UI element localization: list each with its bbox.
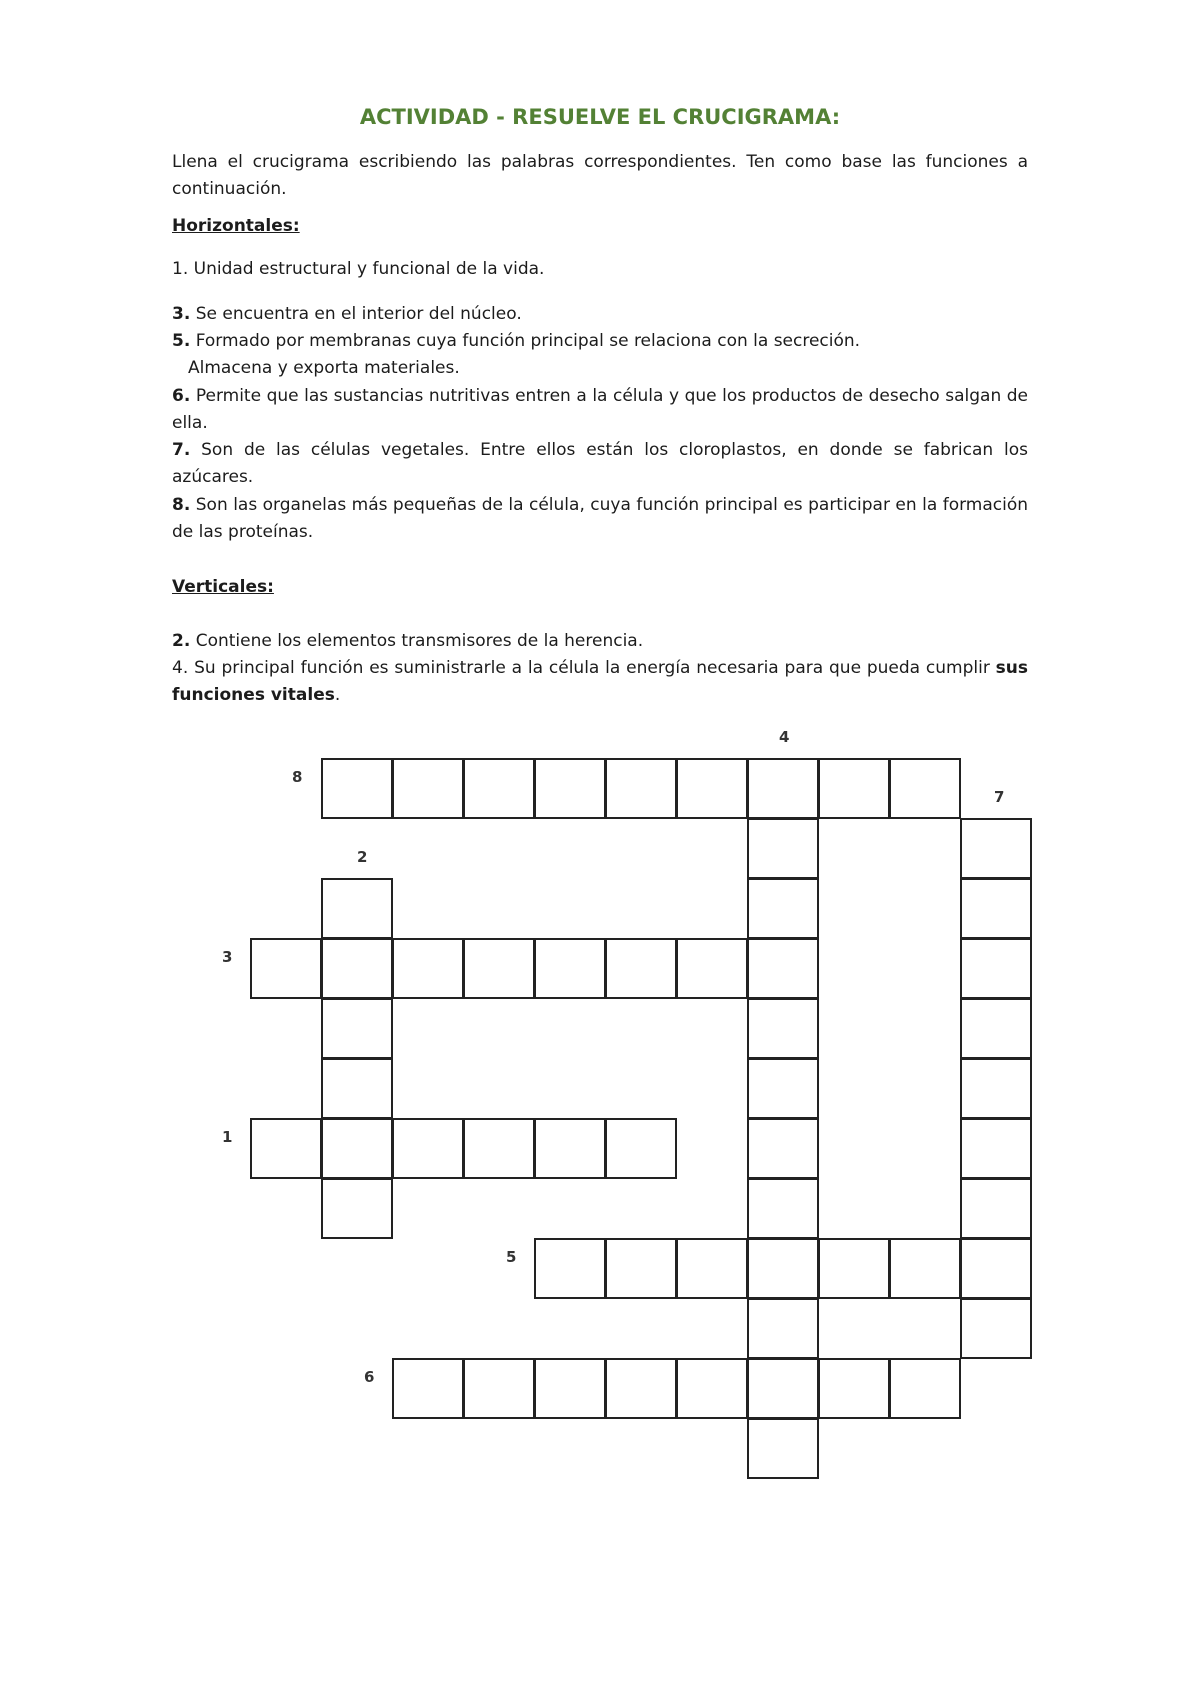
clue-label-6: 6 <box>364 1368 375 1386</box>
crossword-cell[interactable] <box>392 758 464 819</box>
crossword-cell[interactable] <box>960 1298 1032 1359</box>
clue-text: Son de las células vegetales. Entre ellos están los cloroplastos, en donde se fabrican los azúcares. <box>172 440 1028 487</box>
crossword-cell[interactable] <box>747 1178 819 1239</box>
crossword-cell[interactable] <box>747 938 819 999</box>
crossword-cell[interactable] <box>960 1058 1032 1119</box>
crossword-cell[interactable] <box>818 1238 890 1299</box>
crossword-cell[interactable] <box>605 758 677 819</box>
crossword-cell[interactable] <box>960 1178 1032 1239</box>
crossword-cell[interactable] <box>747 878 819 939</box>
crossword-cell[interactable] <box>676 1358 748 1419</box>
crossword-cell[interactable] <box>960 818 1032 879</box>
crossword-cell[interactable] <box>747 1118 819 1179</box>
crossword-cell[interactable] <box>534 938 606 999</box>
clue-h8 <box>172 492 1028 546</box>
crossword-cell[interactable] <box>321 1118 393 1179</box>
crossword-cell[interactable] <box>250 1118 322 1179</box>
clue-label-5: 5 <box>506 1248 517 1266</box>
crossword-cell[interactable] <box>534 1118 606 1179</box>
crossword-cell[interactable] <box>605 1358 677 1419</box>
crossword-cell[interactable] <box>321 938 393 999</box>
verticales-heading <box>172 574 1028 601</box>
crossword-cell[interactable] <box>321 1178 393 1239</box>
crossword-cell[interactable] <box>676 938 748 999</box>
crossword-cell[interactable] <box>747 1298 819 1359</box>
crossword-cell[interactable] <box>960 1118 1032 1179</box>
crossword-cell[interactable] <box>747 758 819 819</box>
clue-number: 7. <box>172 440 191 460</box>
clue-label-4: 4 <box>779 728 790 746</box>
crossword-cell[interactable] <box>534 1238 606 1299</box>
clue-label-1: 1 <box>222 1128 233 1146</box>
clue-number: 4. <box>172 658 189 678</box>
crossword-cell[interactable] <box>960 938 1032 999</box>
crossword-cell[interactable] <box>605 1118 677 1179</box>
clue-h7 <box>172 437 1028 491</box>
crossword-cell[interactable] <box>818 758 890 819</box>
clue-label-2: 2 <box>357 848 368 866</box>
clue-label-8: 8 <box>292 768 303 786</box>
clue-h5 <box>172 328 1028 382</box>
crossword-cell[interactable] <box>392 1118 464 1179</box>
crossword-cell[interactable] <box>747 818 819 879</box>
clue-v4 <box>172 655 1028 709</box>
clue-text: Se encuentra en el interior del núcleo. <box>195 304 522 324</box>
crossword-cell[interactable] <box>534 1358 606 1419</box>
crossword-cell[interactable] <box>321 1058 393 1119</box>
clue-text: Su principal función es suministrarle a la célula la energía necesaria para que pueda cumplir <box>194 658 990 678</box>
crossword-cell[interactable] <box>960 998 1032 1059</box>
crossword-cell[interactable] <box>889 758 961 819</box>
crossword-cell[interactable] <box>392 1358 464 1419</box>
horizontales-heading <box>172 213 1028 240</box>
crossword-cell[interactable] <box>250 938 322 999</box>
clue-text-bold: sus funciones vitales <box>172 658 1029 705</box>
crossword-cell[interactable] <box>747 1238 819 1299</box>
crossword-cell[interactable] <box>463 938 535 999</box>
intro-paragraph: Llena el crucigrama escribiendo las palabras correspondientes. Ten como base las funciones a continuación. <box>172 152 1028 199</box>
clue-number: 2. <box>172 631 191 651</box>
clue-number: 3. <box>172 304 191 324</box>
clue-number: 8. <box>172 495 191 515</box>
page-title: ACTIVIDAD - RESUELVE EL CRUCIGRAMA: <box>359 105 841 129</box>
clue-number: 6. <box>172 386 191 406</box>
crossword-cell[interactable] <box>392 938 464 999</box>
clue-text-end: . <box>334 685 341 705</box>
crossword-cell[interactable] <box>889 1358 961 1419</box>
crossword-cell[interactable] <box>889 1238 961 1299</box>
clue-text: Contiene los elementos transmisores de la herencia. <box>195 631 644 651</box>
crossword-cell[interactable] <box>321 758 393 819</box>
clue-text-continued: Almacena y exporta materiales. <box>188 358 460 378</box>
crossword-cell[interactable] <box>747 1058 819 1119</box>
crossword-cell[interactable] <box>960 878 1032 939</box>
crossword-cell[interactable] <box>605 938 677 999</box>
crossword-cell[interactable] <box>960 1238 1032 1299</box>
clue-h1 <box>172 256 1028 283</box>
clue-label-7: 7 <box>994 788 1005 806</box>
crossword-cell[interactable] <box>463 1358 535 1419</box>
horizontales-heading-text: Horizontales: <box>172 216 300 236</box>
crossword-cell[interactable] <box>747 998 819 1059</box>
crossword-cell[interactable] <box>463 1118 535 1179</box>
verticales-heading-text: Verticales: <box>172 577 274 597</box>
clue-v2 <box>172 628 1028 655</box>
clue-text: Permite que las sustancias nutritivas entren a la célula y que los productos de desecho salgan de ella. <box>172 386 1028 433</box>
clue-number: 1. <box>172 259 189 279</box>
clue-text: Son las organelas más pequeñas de la célula, cuya función principal es participar en la formación de las proteínas. <box>172 495 1029 542</box>
clue-label-3: 3 <box>222 948 233 966</box>
crossword-cell[interactable] <box>818 1358 890 1419</box>
clue-text: Unidad estructural y funcional de la vida. <box>193 259 545 279</box>
crossword-cell[interactable] <box>534 758 606 819</box>
clue-h6 <box>172 383 1028 437</box>
clue-h3 <box>172 301 1028 328</box>
crossword-cell[interactable] <box>605 1238 677 1299</box>
crossword-cell[interactable] <box>676 1238 748 1299</box>
clue-number: 5. <box>172 331 191 351</box>
crossword-cell[interactable] <box>321 998 393 1059</box>
crossword-cell[interactable] <box>321 878 393 939</box>
crossword-cell[interactable] <box>676 758 748 819</box>
crossword-cell[interactable] <box>463 758 535 819</box>
clue-text: Formado por membranas cuya función principal se relaciona con la secreción. <box>195 331 861 351</box>
crossword-cell[interactable] <box>747 1358 819 1419</box>
crossword-cell[interactable] <box>747 1418 819 1479</box>
